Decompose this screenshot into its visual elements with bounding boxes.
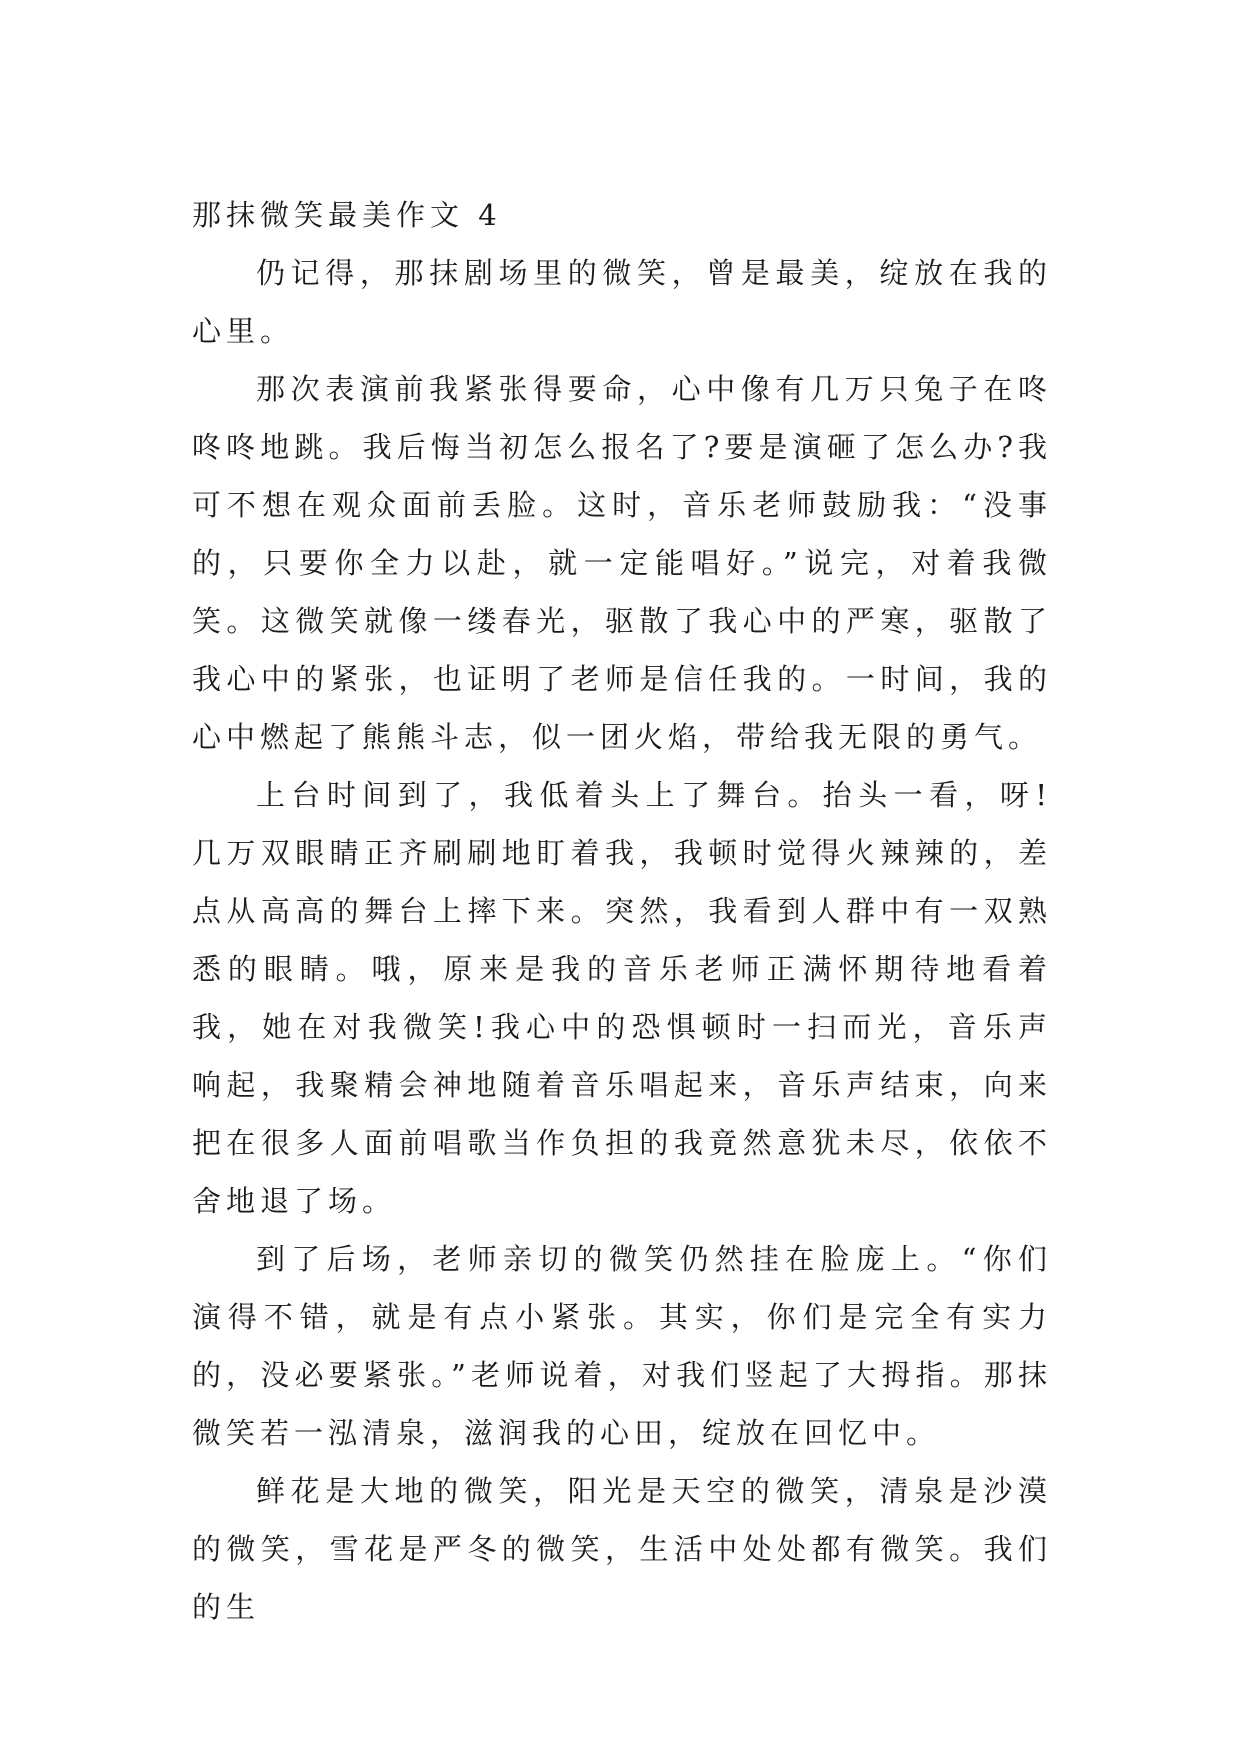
paragraph-2: 那次表演前我紧张得要命，心中像有几万只兔子在咚咚咚地跳。我后悔当初怎么报名了?要是演砸了怎么办?我可不想在观众面前丢脸。这时，音乐老师鼓励我：“没事的，只要你全力以赴，就一定能唱好。”说完，对着我微笑。这微笑就像一缕春光，驱散了我心中的严寒，驱散了我心中的紧张，也证明了老师是信任我的。一时间，我的心中燃起了熊熊斗志，似一团火焰，带给我无限的勇气。	[192, 372, 1052, 754]
paragraph-1: 仍记得，那抹剧场里的微笑，曾是最美，绽放在我的心里。	[192, 256, 1052, 348]
paragraph-5: 鲜花是大地的微笑，阳光是天空的微笑，清泉是沙漠的微笑，雪花是严冬的微笑，生活中处处都有微笑。我们的生	[192, 1474, 1052, 1624]
paragraph-3: 上台时间到了，我低着头上了舞台。抬头一看，呀!几万双眼睛正齐刷刷地盯着我，我顿时觉得火辣辣的，差点从高高的舞台上摔下来。突然，我看到人群中有一双熟悉的眼睛。哦，原来是我的音乐老师正满怀期待地看着我，她在对我微笑!我心中的恐惧顿时一扫而光，音乐声响起，我聚精会神地随着音乐唱起来，音乐声结束，向来把在很多人面前唱歌当作负担的我竟然意犹未尽，依依不舍地退了场。	[192, 778, 1052, 1218]
document-title: 那抹微笑最美作文 4	[192, 198, 502, 232]
paragraph-4: 到了后场，老师亲切的微笑仍然挂在脸庞上。“你们演得不错，就是有点小紧张。其实，你们是完全有实力的，没必要紧张。”老师说着，对我们竖起了大拇指。那抹微笑若一泓清泉，滋润我的心田，绽放在回忆中。	[192, 1242, 1052, 1450]
document-body	[192, 186, 1052, 1636]
